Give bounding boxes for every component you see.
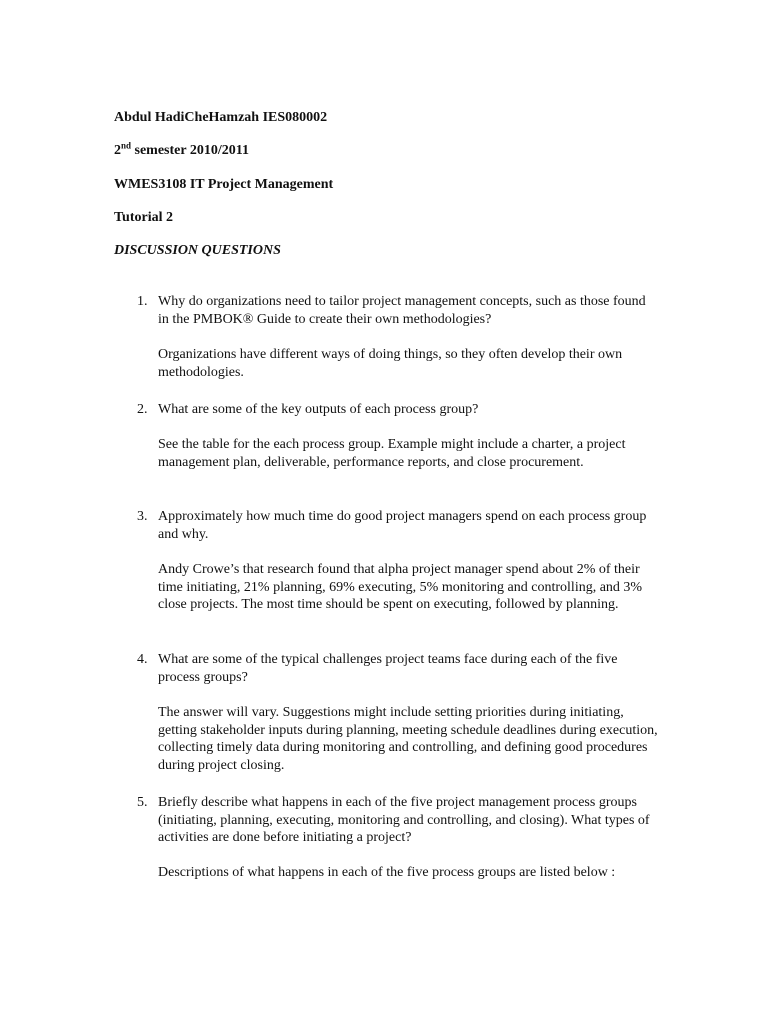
semester-number: 2 [114, 143, 121, 158]
question-number: 3. [137, 509, 148, 524]
section-heading: DISCUSSION QUESTIONS [114, 243, 281, 258]
question-text: Approximately how much time do good project managers spend on each process group and why. [158, 509, 647, 542]
course-title: WMES3108 IT Project Management [114, 177, 334, 192]
answer-5: Descriptions of what happens in each of the five process groups are listed below : [158, 865, 616, 880]
question-2 [137, 401, 657, 419]
answer-1: Organizations have different ways of doing things, so they often develop their own methodologies. [158, 347, 623, 380]
author-line: Abdul HadiCheHamzah IES080002 [114, 110, 328, 125]
question-number: 1. [137, 294, 148, 309]
answer-4: The answer will vary. Suggestions might include setting priorities during initiating, getting stakeholder inputs during planning, meeting schedule deadlines during execution, collecting timely data during monitoring and controlling, and defining good procedures during project closing. [158, 705, 658, 773]
question-number: 5. [137, 795, 148, 810]
question-text: Briefly describe what happens in each of the five project management process groups (initiating, planning, executing, monitoring and controlling, and closing). What types of activities are done before initiating a project? [158, 795, 650, 845]
tutorial-title: Tutorial 2 [114, 210, 173, 225]
question-4 [137, 651, 657, 686]
question-text: Why do organizations need to tailor project management concepts, such as those found in the PMBOK® Guide to create their own methodologies? [158, 294, 646, 327]
answer-3: Andy Crowe’s that research found that alpha project manager spend about 2% of their time initiating, 21% planning, 69% executing, 5% monitoring and controlling, and 3% close projects. The most time should be spent on executing, followed by planning. [158, 562, 643, 612]
question-number: 2. [137, 402, 148, 417]
semester-text: semester 2010/2011 [131, 143, 249, 158]
semester-line [114, 142, 249, 159]
answer-2: See the table for the each process group. Example might include a charter, a project management plan, deliverable, performance reports, and close procurement. [158, 437, 626, 470]
question-5 [137, 794, 657, 847]
question-1 [137, 293, 657, 328]
question-text: What are some of the typical challenges project teams face during each of the five process groups? [158, 652, 618, 685]
question-3 [137, 508, 657, 543]
question-text: What are some of the key outputs of each process group? [158, 402, 479, 417]
semester-ordinal: nd [121, 140, 132, 151]
question-number: 4. [137, 652, 148, 667]
